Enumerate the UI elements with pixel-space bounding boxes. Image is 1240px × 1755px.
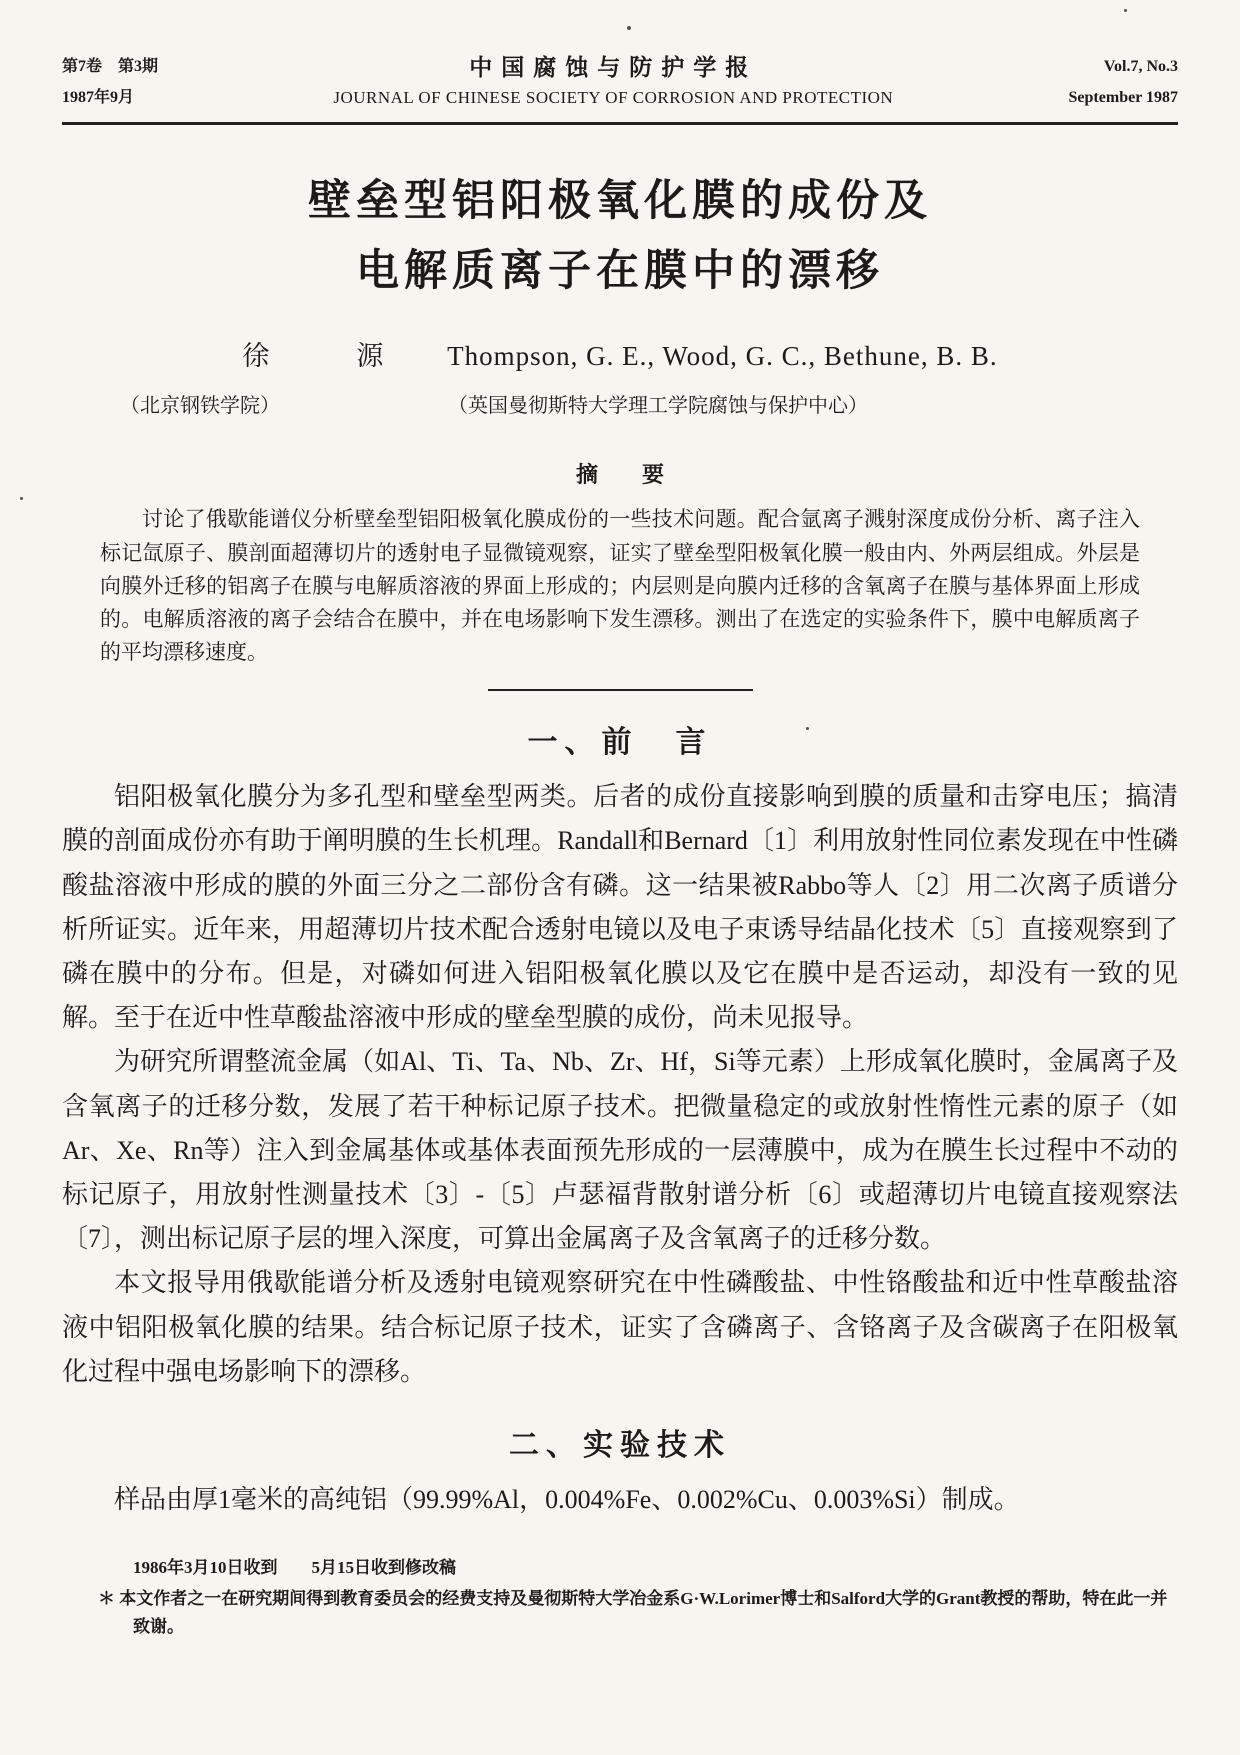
article-title-line2: 电解质离子在膜中的漂移 xyxy=(356,246,884,295)
paragraph: 铝阳极氧化膜分为多孔型和壁垒型两类。后者的成份直接影响到膜的质量和击穿电压；搞清膜的剖面成份亦有助于阐明膜的生长机理。Randall和Bernard〔1〕利用放射性同位素发现在中性磷酸盐溶液中形成的膜的外面三分之二部份含有磷。这一结果被Rabbo等人〔2〕用二次离子质谱分析所证实。近年来，用超薄切片技术配合透射电镜以及电子束诱导结晶化技术〔5〕直接观察到了磷在膜中的分布。但是，对磷如何进入铝阳极氧化膜以及它在膜中是否运动，却没有一致的见解。至于在近中性草酸盐溶液中形成的壁垒型膜的成份，尚未见报导。 xyxy=(62,782,1178,1033)
abstract-heading: 摘 要 xyxy=(575,462,664,488)
issue-date-cn: 1987年9月 xyxy=(62,88,135,106)
author-line xyxy=(62,334,1178,373)
scan-artifact xyxy=(1124,9,1127,12)
header-center xyxy=(158,52,1069,113)
scan-artifact xyxy=(806,727,809,730)
paragraph: 为研究所谓整流金属（如Al、Ti、Ta、Nb、Zr、Hf，Si等元素）上形成氧化膜时，金属离子及含氧离子的迁移分数，发展了若干种标记原子技术。把微量稳定的或放射性惰性元素的原子（如Ar、Xe、Rn等）注入到金属基体或基体表面预先形成的一层薄膜中，成为在膜生长过程中不动的标记原子，用放射性测量技术〔3〕-〔5〕卢瑟福背散射谱分析〔6〕或超薄切片电镜直接观察法〔7〕，测出标记原子层的埋入深度，可算出金属离子及含氧离子的迁移分数。 xyxy=(62,1047,1178,1254)
author-names-en: Thompson, G. E., Wood, G. C., Bethune, B. B. xyxy=(447,341,998,372)
section-1-heading: 一、前 言 xyxy=(527,726,713,760)
header-left xyxy=(62,52,158,113)
article-title xyxy=(62,167,1178,306)
header-divider xyxy=(62,122,1178,125)
header-right xyxy=(1069,52,1178,113)
journal-title-en: JOURNAL OF CHINESE SOCIETY OF CORROSION AND PROTECTION xyxy=(333,88,894,108)
scan-artifact xyxy=(20,497,23,500)
journal-header xyxy=(62,52,1178,113)
volume-issue-en: Vol.7, No.3 xyxy=(1103,58,1178,76)
journal-title-cn: 中国腐蚀与防护学报 xyxy=(469,55,758,80)
affiliation-1: （北京钢铁学院） xyxy=(120,395,280,418)
author-name-cn: 徐 源 xyxy=(242,341,414,372)
footnotes xyxy=(62,1554,1178,1641)
affiliations xyxy=(62,389,1178,418)
paragraph: 样品由厚1毫米的高纯铝（99.99%Al，0.004%Fe、0.002%Cu、0.003%Si）制成。 xyxy=(114,1484,1020,1514)
volume-issue-cn: 第7卷 第3期 xyxy=(62,58,159,76)
footnote-acknowledgment: ＊ 本文作者之一在研究期间得到教育委员会的经费支持及曼彻斯特大学冶金系G·W.Lorimer博士和Salford大学的Grant教授的帮助，特在此一并致谢。 xyxy=(98,1589,1168,1637)
affiliation-2: （英国曼彻斯特大学理工学院腐蚀与保护中心） xyxy=(448,395,868,418)
scan-artifact xyxy=(627,26,631,30)
abstract-text: 讨论了俄歇能谱仪分析壁垒型铝阳极氧化膜成份的一些技术问题。配合氩离子溅射深度成份分析、离子注入标记氙原子、膜剖面超薄切片的透射电子显微镜观察，证实了壁垒型阳极氧化膜一般由内、外两层组成。外层是向膜外迁移的铝离子在膜与电解质溶液的界面上形成的；内层则是向膜内迁移的含氧离子在膜与基体界面上形成的。电解质溶液的离子会结合在膜中，并在电场影响下发生漂移。测出了在选定的实验条件下，膜中电解质离子的平均漂移速度。 xyxy=(100,507,1140,665)
article-title-line1: 壁垒型铝阳极氧化膜的成份及 xyxy=(308,177,932,226)
footnote-received: 1986年3月10日收到 5月15日收到修改稿 xyxy=(133,1558,456,1578)
issue-date-en: September 1987 xyxy=(1068,88,1178,106)
section-2-heading: 二、实验技术 xyxy=(509,1428,731,1462)
abstract-divider xyxy=(488,689,753,691)
paragraph: 本文报导用俄歇能谱分析及透射电镜观察研究在中性磷酸盐、中性铬酸盐和近中性草酸盐溶液中铝阳极氧化膜的结果。结合标记原子技术，证实了含磷离子、含铬离子及含碳离子在阳极氧化过程中强电场影响下的漂移。 xyxy=(62,1268,1178,1386)
